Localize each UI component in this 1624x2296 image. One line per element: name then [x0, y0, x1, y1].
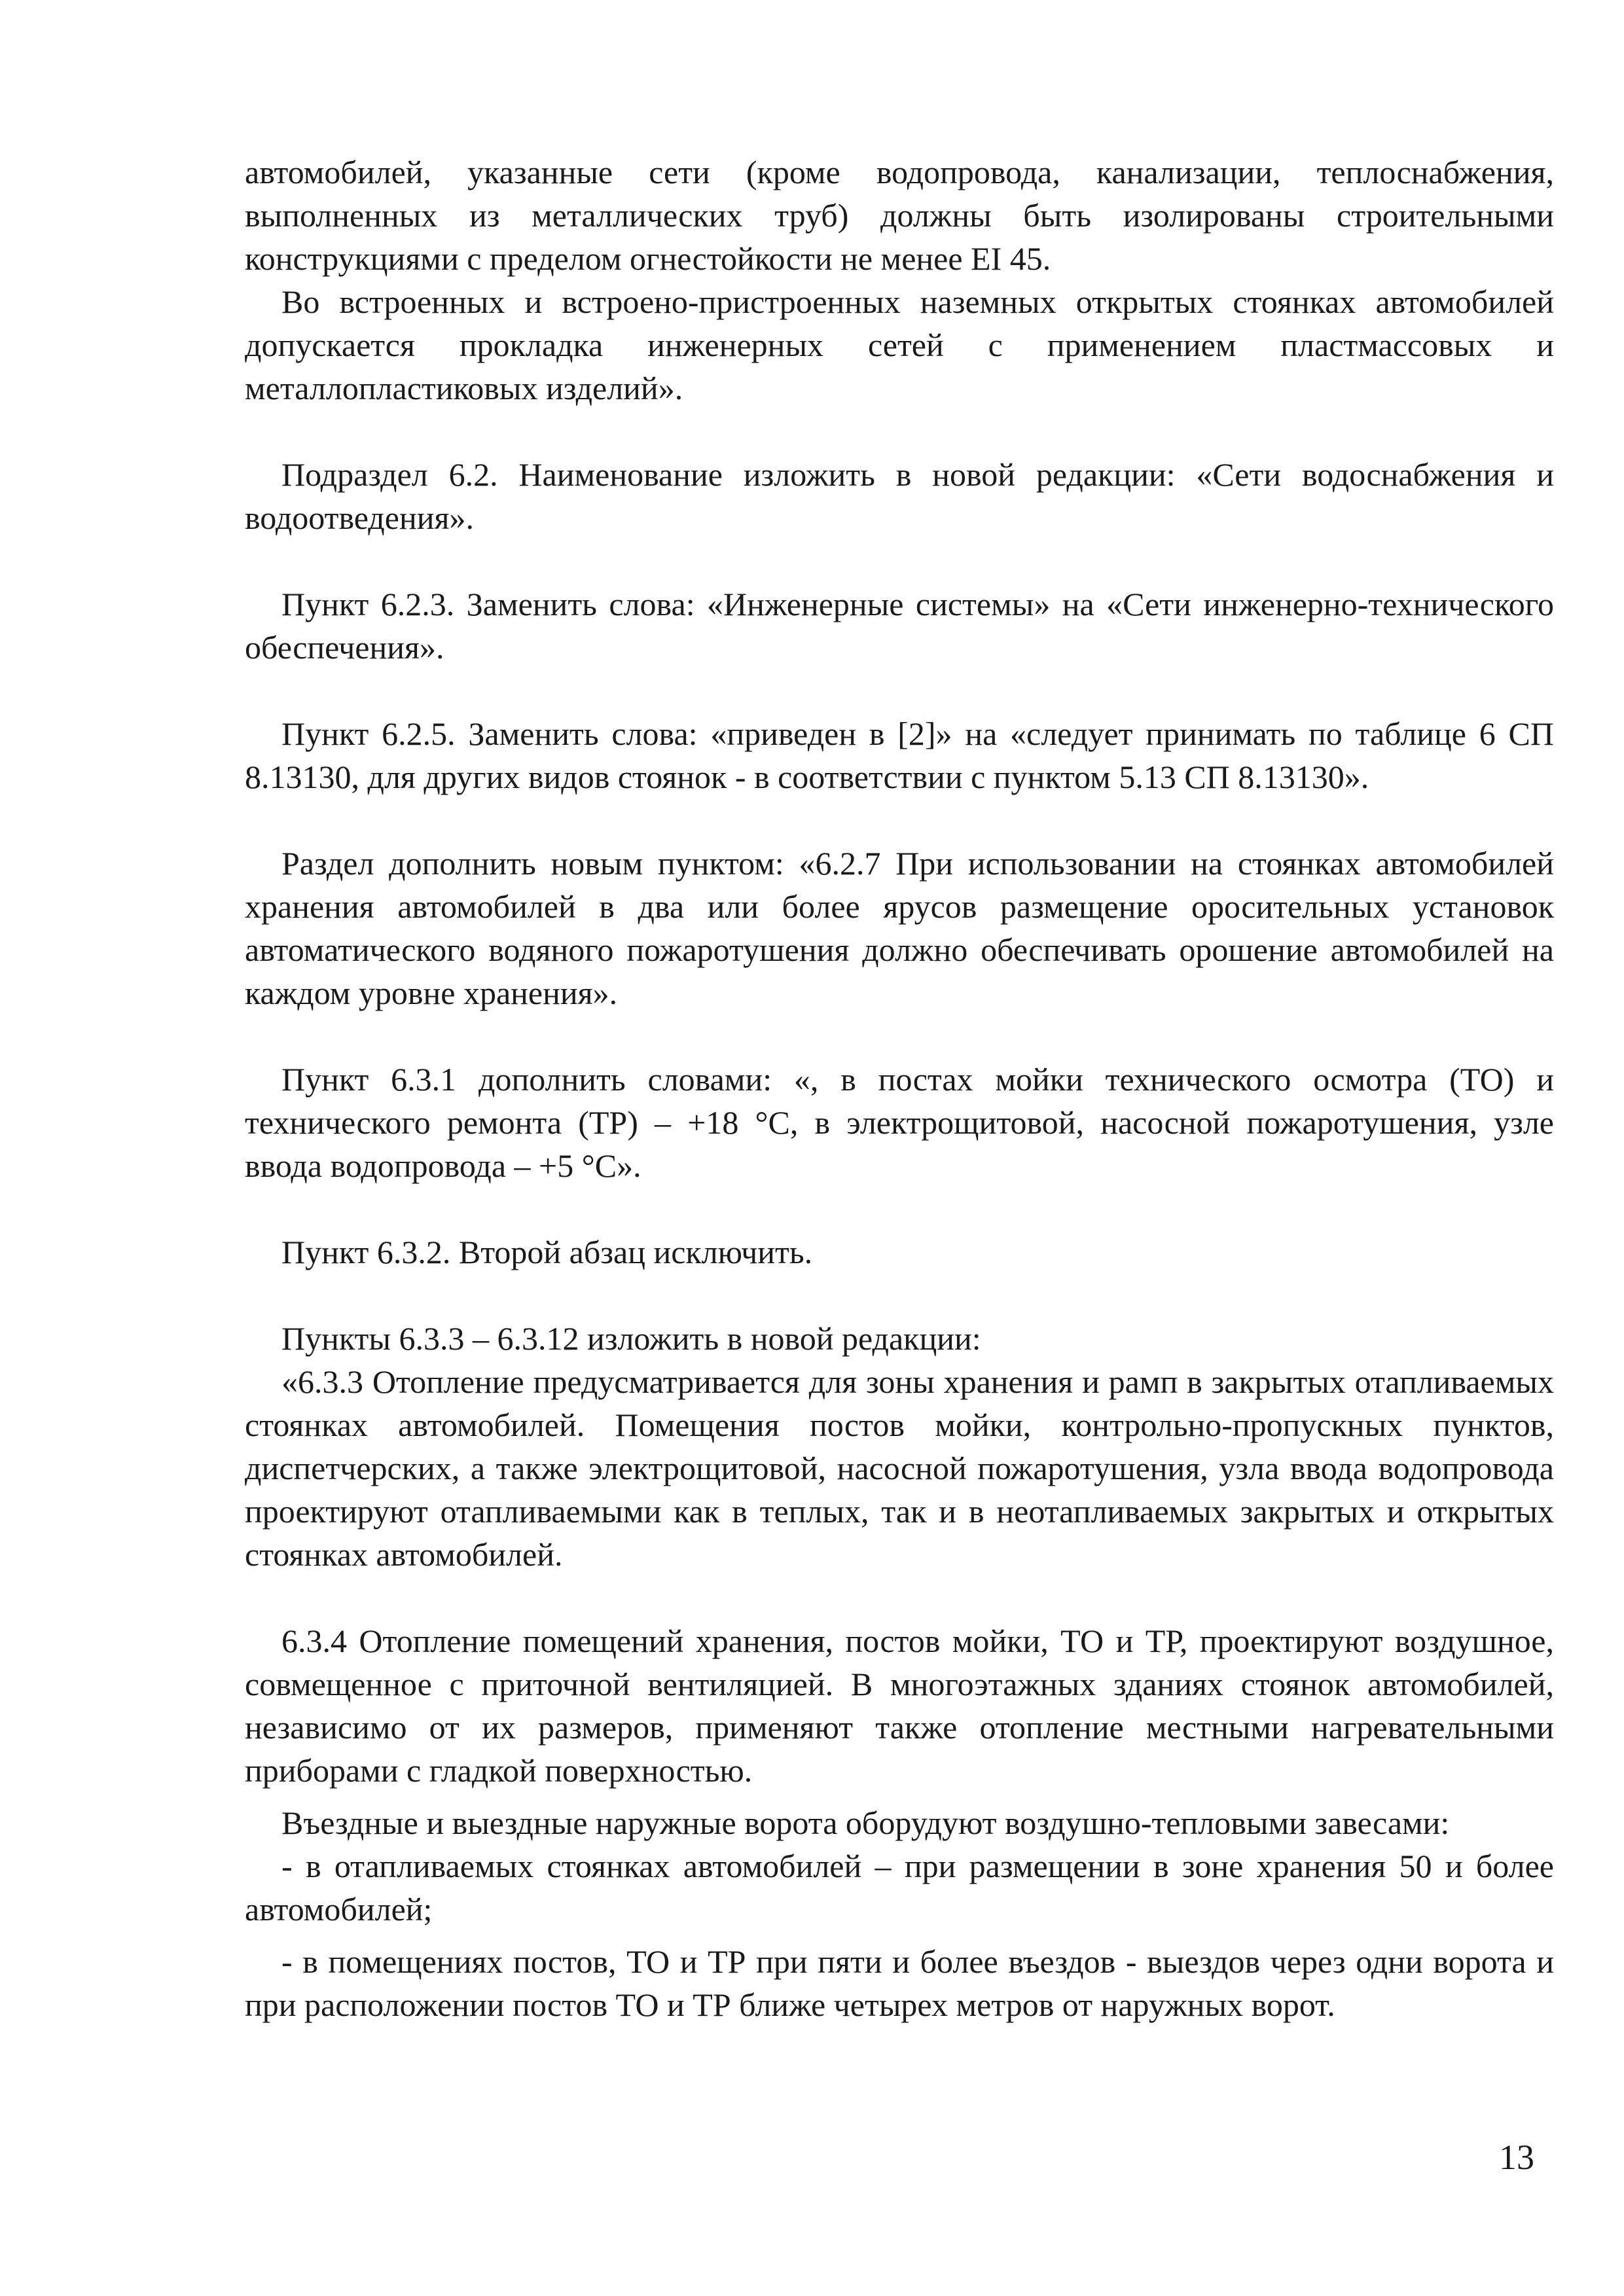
document-body [245, 151, 1554, 2026]
paragraph-items-6-3-3-to-6-3-12: Пункты 6.3.3 – 6.3.12 изложить в новой редакции: [281, 1320, 981, 1357]
paragraph-subsection-6-2: Подраздел 6.2. Наименование изложить в новой редакции: «Сети водоснабжения и водоотведения». [245, 456, 1554, 536]
paragraph-item-6-3-2: Пункт 6.3.2. Второй абзац исключить. [281, 1234, 813, 1270]
paragraph-item-6-3-1: Пункт 6.3.1 дополнить словами: «, в постах мойки технического осмотра (ТО) и технического ремонта (ТР) – +18 °С, в электрощитовой, насосной пожаротушения, узле ввода водопровода – +5 °С». [245, 1061, 1554, 1184]
paragraph-item-6-3-3: «6.3.3 Отопление предусматривается для зоны хранения и рамп в закрытых отапливаемых стоянках автомобилей. Помещения постов мойки, контрольно-пропускных пунктов, диспетчерских, а также электрощитовой, насосной пожаротушения, узла ввода водопровода проектируют отапливаемыми как в теплых, так и в неотапливаемых закрытых и открытых стоянках автомобилей. [245, 1363, 1554, 1573]
list-item-heated-parking: - в отапливаемых стоянках автомобилей – при размещении в зоне хранения 50 и более автомобилей; [245, 1848, 1554, 1928]
paragraph-item-6-3-4: 6.3.4 Отопление помещений хранения, постов мойки, ТО и ТР, проектируют воздушное, совмещенное с приточной вентиляцией. В многоэтажных зданиях стоянок автомобилей, независимо от их размеров, применяют также отопление местными нагревательными приборами с гладкой поверхностью. [245, 1623, 1554, 1789]
paragraph-plastic-networks: Во встроенных и встроено-пристроенных наземных открытых стоянках автомобилей допускается прокладка инженерных сетей с применением пластмассовых и металлопластиковых изделий». [245, 283, 1554, 406]
paragraph-networks-insulation: автомобилей, указанные сети (кроме водопровода, канализации, теплоснабжения, выполненных из металлических труб) должны быть изолированы строительными конструкциями с пределом огнестойкости не менее EI 45. [245, 154, 1554, 277]
paragraph-item-6-2-5: Пункт 6.2.5. Заменить слова: «приведен в [2]» на «следует принимать по таблице 6 СП 8.13130, для других видов стоянок - в соответствии с пунктом 5.13 СП 8.13130». [245, 715, 1554, 795]
paragraph-item-6-2-7: Раздел дополнить новым пунктом: «6.2.7 При использовании на стоянках автомобилей хранения автомобилей в два или более ярусов размещение оросительных установок автоматического водяного пожаротушения должно обеспечивать орошение автомобилей на каждом уровне хранения». [245, 845, 1554, 1011]
paragraph-air-curtains: Въездные и выездные наружные ворота оборудуют воздушно-тепловыми завесами: [281, 1804, 1450, 1841]
paragraph-item-6-2-3: Пункт 6.2.3. Заменить слова: «Инженерные системы» на «Сети инженерно-технического обеспечения». [245, 586, 1554, 666]
page-number: 13 [1499, 2138, 1534, 2177]
list-item-service-posts: - в помещениях постов, ТО и ТР при пяти и более въездов - выездов через одни ворота и при расположении постов ТО и ТР ближе четырех метров от наружных ворот. [245, 1943, 1554, 2023]
